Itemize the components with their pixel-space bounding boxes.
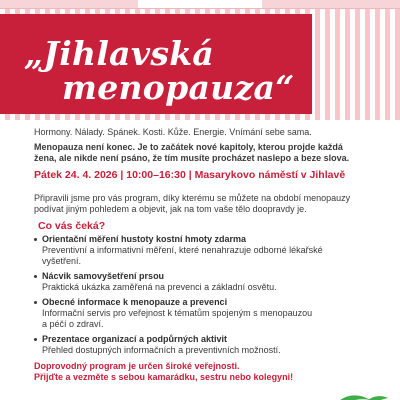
intro-paragraph	[34, 142, 390, 164]
event-date-location: Pátek 24. 4. 2026 | 10:00–16:30 | Masarykovo náměstí v Jihlavě	[34, 169, 346, 181]
offer-title: Obecné informace k menopauze a prevenci	[42, 296, 228, 307]
offer-heading: Co vás čeká?	[38, 219, 106, 232]
bullet-icon	[34, 238, 37, 241]
banner-scalloped-edge	[0, 109, 312, 118]
footer-note: Doprovodný program je určen široké veřejnosti.	[34, 360, 240, 371]
event-description-line: podívat jiným pohledem a objevit, jak na tom vaše tělo doopravdy je.	[34, 203, 307, 214]
intro-line: žena, ale nikde není psáno, že tím musíte procházet naslepo a beze slova.	[34, 153, 350, 163]
offer-list	[34, 234, 390, 356]
offer-description: Preventivní a informativní měření, které nenahrazuje odborné lékařské	[42, 244, 323, 255]
offer-title: Orientační měření hustoty kostní hmoty zdarma	[42, 233, 247, 244]
offer-item	[34, 271, 390, 293]
offer-item	[34, 234, 390, 267]
offer-title: Nácvik samovyšetření prsou	[42, 270, 165, 281]
offer-description: a péčí o zdraví.	[42, 318, 104, 329]
bullet-icon	[34, 338, 37, 341]
event-description-line: Připravili jsme pro vás program, díky kterému se můžete na období menopauzy	[34, 192, 351, 203]
intro-line: Menopauza není konec. Je to začátek nové kapitoly, kterou projde každá	[34, 142, 343, 152]
offer-description: Informační servis pro veřejnost k tématům spojeným s menopauzou	[42, 307, 313, 318]
page-title-line-2: menopauza“	[62, 68, 295, 107]
offer-description: vyšetření.	[42, 255, 82, 266]
offer-title: Prezentace organizací a podpůrných aktivit	[42, 333, 228, 344]
tagline: Hormony. Nálady. Spánek. Kosti. Kůže. Energie. Vnímání sebe sama.	[34, 127, 312, 137]
bullet-icon	[34, 275, 37, 278]
footer-invitation: Přijďte a vezměte s sebou kamarádku, sestru nebo kolegyni!	[34, 371, 294, 382]
top-strip	[0, 0, 400, 9]
offer-description: Praktická ukázka zaměřená na prevenci a základní osvětu.	[42, 281, 277, 292]
bullet-icon	[34, 301, 37, 304]
offer-description: Přehled dostupných informačních a preventivních možností.	[42, 344, 281, 355]
top-strip-notch	[138, 0, 262, 8]
event-description	[34, 193, 390, 215]
main-content	[34, 124, 390, 383]
offer-item	[34, 334, 390, 356]
page-title-line-1: „Jihlavská	[24, 34, 215, 73]
leaf-icon	[330, 390, 390, 400]
offer-item	[34, 297, 390, 330]
